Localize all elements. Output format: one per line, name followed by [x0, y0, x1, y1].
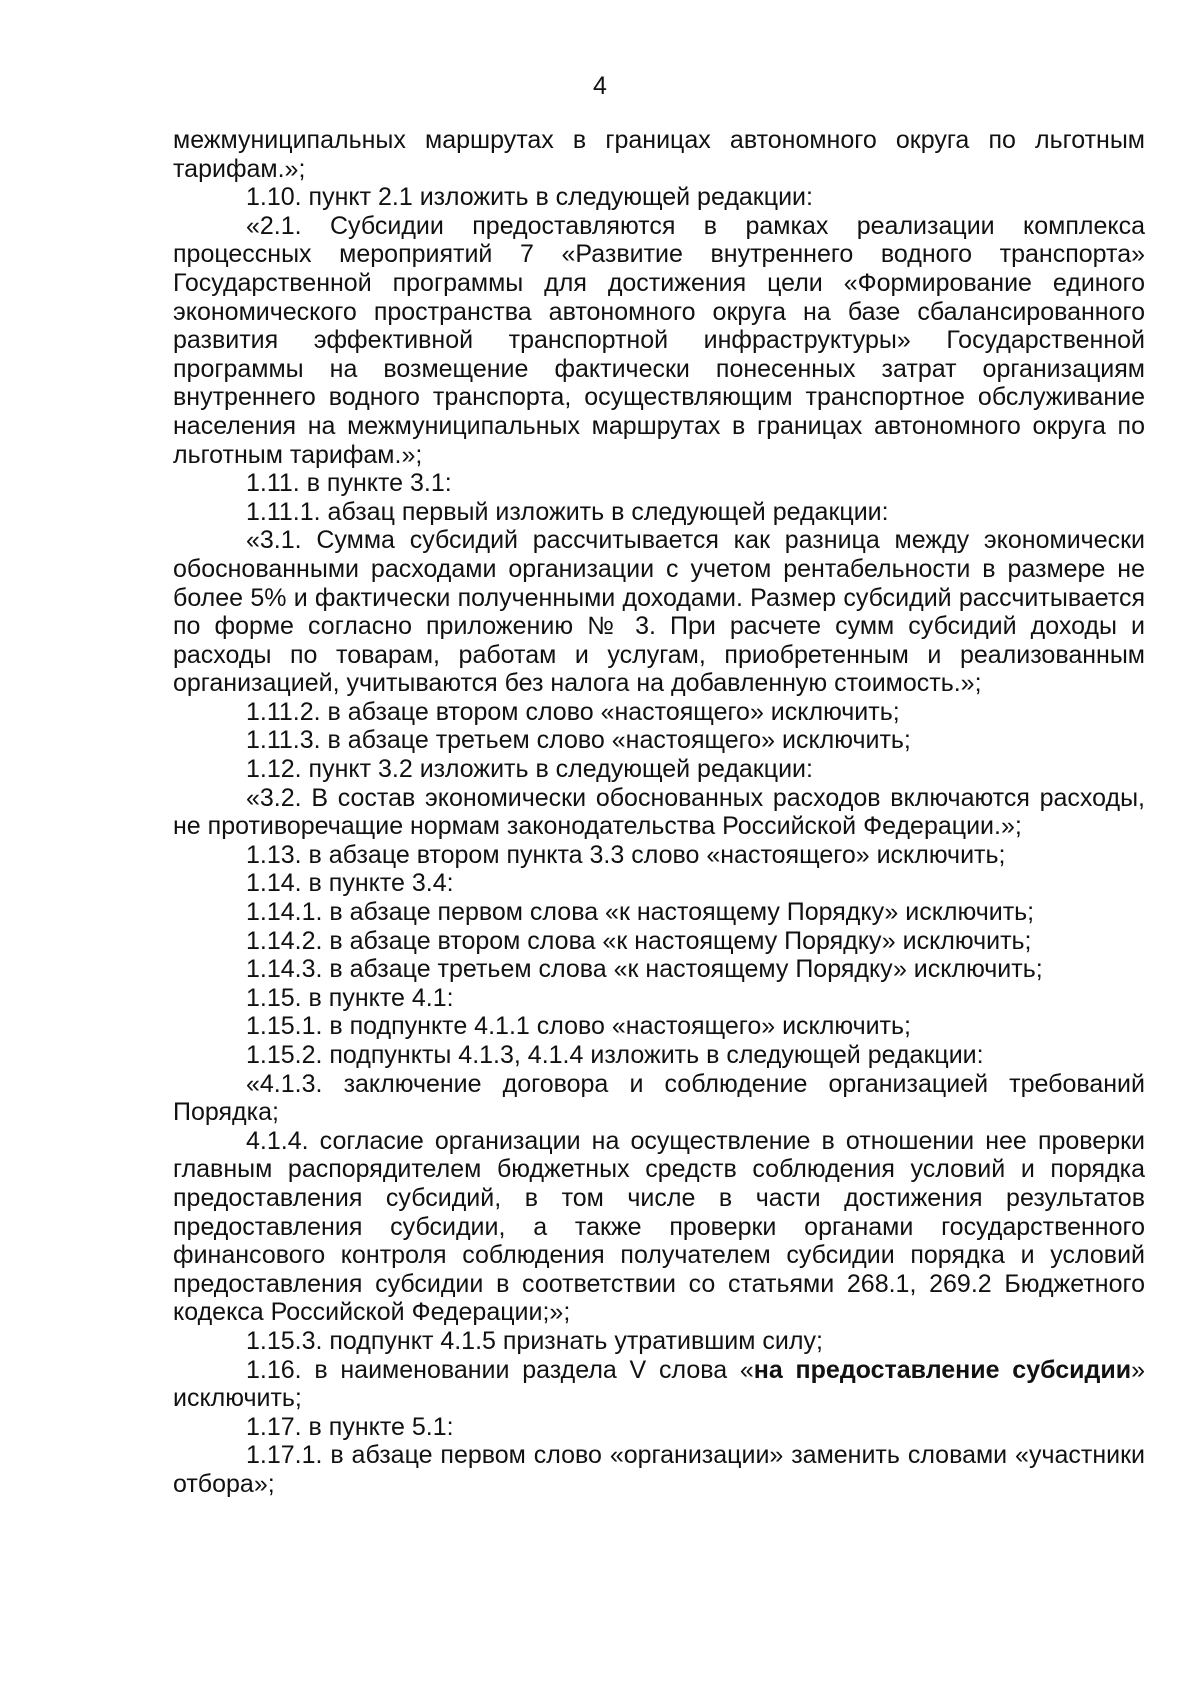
paragraph: 1.11. в пункте 3.1: [246, 469, 452, 498]
paragraph: 1.15.1. в подпункте 4.1.1 слово «настоящего» исключить; [246, 1012, 911, 1041]
paragraph: 1.14.3. в абзаце третьем слова «к настоящему Порядку» исключить; [246, 955, 1043, 984]
paragraph: 1.11.2. в абзаце втором слово «настоящего» исключить; [246, 697, 900, 726]
paragraph-text: 1.16. в наименовании раздела V слова « [246, 1355, 754, 1384]
paragraph: 1.17.1. в абзаце первом слово «организации» заменить словами «участники отбора»; [173, 1441, 1145, 1498]
paragraph: 1.14. в пункте 3.4: [246, 869, 454, 898]
paragraph-text: » исключить; [173, 1355, 1145, 1413]
page-number: 4 [593, 72, 607, 100]
paragraph: 1.15. в пункте 4.1: [246, 983, 454, 1012]
bold-phrase: на предоставление субсидии [753, 1355, 1132, 1384]
paragraph: 1.11.1. абзац первый изложить в следующей редакции: [246, 497, 889, 526]
paragraph: 4.1.4. согласие организации на осуществление в отношении нее проверки главным распорядителем бюджетных средств соблюдения условий и порядка предоставления субсидий, в том числе в части достижения результатов предоставления субсидии, а также проверки органами государственного финансового контроля соблюдения получателем субсидии порядка и условий предоставления субсидии в соответствии со статьями 268.1, 269.2 Бюджетного кодекса Российской Федерации;»; [173, 1126, 1145, 1327]
paragraph: 1.14.2. в абзаце втором слова «к настоящему Порядку» исключить; [246, 926, 1032, 955]
paragraph: 1.13. в абзаце втором пункта 3.3 слово «настоящего» исключить; [246, 840, 1006, 869]
paragraph: 1.11.3. в абзаце третьем слово «настоящего» исключить; [246, 726, 911, 755]
paragraph: «3.1. Сумма субсидий рассчитывается как разница между экономически обоснованными расходами организации с учетом рентабельности в размере не более 5% и фактически полученными доходами. Размер субсидий рассчитывается по форме согласно приложению № 3. При расчете сумм субсидий доходы и расходы по товарам, работам и услугам, приобретенным и реализованным организацией, учитываются без налога на добавленную стоимость.»; [173, 526, 1145, 698]
paragraph: 1.14.1. в абзаце первом слова «к настоящему Порядку» исключить; [246, 898, 1035, 927]
document-body [173, 126, 1145, 1499]
paragraph: 1.15.3. подпункт 4.1.5 признать утратившим силу; [246, 1326, 823, 1355]
paragraph [173, 1356, 1145, 1413]
paragraph: 1.15.2. подпункты 4.1.3, 4.1.4 изложить в следующей редакции: [246, 1041, 984, 1069]
paragraph: межмуниципальных маршрутах в границах автономного округа по льготным тарифам.»; [173, 126, 1145, 183]
paragraph: 1.10. пункт 2.1 изложить в следующей редакции: [246, 183, 813, 212]
paragraph: «4.1.3. заключение договора и соблюдение организацией требований Порядка; [173, 1069, 1145, 1127]
paragraph: «3.2. В состав экономически обоснованных расходов включаются расходы, не противоречащие нормам законодательства Российской Федерации.»; [173, 783, 1145, 841]
paragraph: «2.1. Субсидии предоставляются в рамках реализации комплекса процессных мероприятий 7 «Развитие внутреннего водного транспорта» Государственной программы для достижения цели «Формирование единого экономического пространства автономного округа на базе сбалансированного развития эффективной транспортной инфраструктуры» Государственной программы на возмещение фактически понесенных затрат организациям внутреннего водного транспорта, осуществляющим транспортное обслуживание населения на межмуниципальных маршрутах в границах автономного округа по льготным тарифам.»; [173, 211, 1145, 469]
paragraph: 1.17. в пункте 5.1: [246, 1412, 454, 1441]
paragraph: 1.12. пункт 3.2 изложить в следующей редакции: [246, 755, 813, 784]
